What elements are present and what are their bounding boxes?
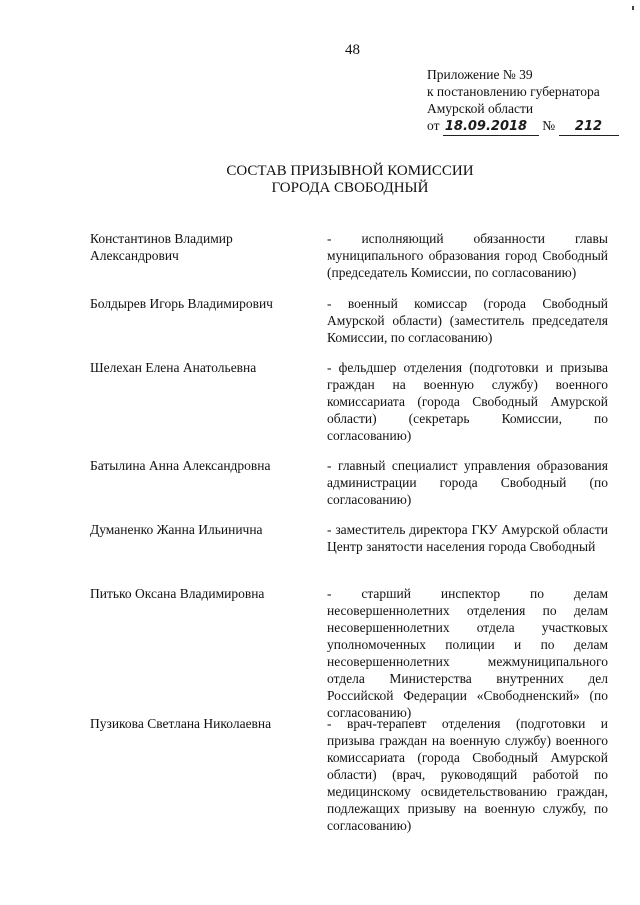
member-name: Питько Оксана Владимировна (90, 586, 265, 601)
member-name: Болдырев Игорь Владимирович (90, 296, 273, 311)
title-line-1: СОСТАВ ПРИЗЫВНОЙ КОМИССИИ (226, 163, 474, 179)
member-name: Думаненко Жанна Ильинична (90, 522, 263, 537)
page-number: 48 (345, 42, 360, 58)
handwritten-number: 212 (559, 118, 619, 136)
member-role: - главный специалист управления образования администрации города Свободный (по согласованию) (327, 458, 608, 507)
title-line-2: ГОРОДА СВОБОДНЫЙ (271, 180, 429, 196)
member-role: - старший инспектор по делам несовершеннолетних отделения по делам несовершеннолетних отдела участковых уполномоченных полиции и по делам несовершеннолетних межмуниципального отдела Министерства внутренних дел Российской Федерации «Свободненский» (по согласованию) (327, 586, 608, 720)
document-title (150, 163, 550, 197)
member-name: Константинов Владимир Александрович (90, 231, 233, 263)
member-role: - врач-терапевт отделения (подготовки и призыва граждан на военную службу) военного комиссариата (города Свободный Амурской области) (врач, руководящий работой по медицинскому освидетельствованию граждан, подлежащих призыву на военную службу, по согласованию) (327, 716, 608, 833)
member-name: Шелехан Елена Анатольевна (90, 360, 257, 375)
member-role: - заместитель директора ГКУ Амурской области Центр занятости населения города Свободный (327, 522, 608, 554)
scan-mark (632, 6, 634, 10)
appendix-date-line (427, 117, 619, 136)
appendix-line-1: Приложение № 39 (427, 67, 533, 82)
number-prefix: № (542, 118, 556, 133)
member-name: Пузикова Светлана Николаевна (90, 716, 272, 731)
member-name: Батылина Анна Александровна (90, 458, 271, 473)
appendix-line-2: к постановлению губернатора (427, 84, 600, 99)
member-role: - фельдшер отделения (подготовки и призыва граждан на военную службу) военного комиссариата (города Свободный Амурской области) (секретарь Комиссии, по согласованию) (327, 360, 608, 443)
member-role: - исполняющий обязанности главы муниципального образования город Свободный (председатель Комиссии, по согласованию) (327, 231, 608, 280)
appendix-line-3: Амурской области (427, 101, 534, 116)
handwritten-date: 18.09.2018 (443, 118, 539, 136)
date-prefix: от (427, 118, 440, 133)
member-role: - военный комиссар (города Свободный Амурской области) (заместитель председателя Комиссии, по согласованию) (327, 296, 608, 345)
appendix-header (427, 66, 619, 136)
